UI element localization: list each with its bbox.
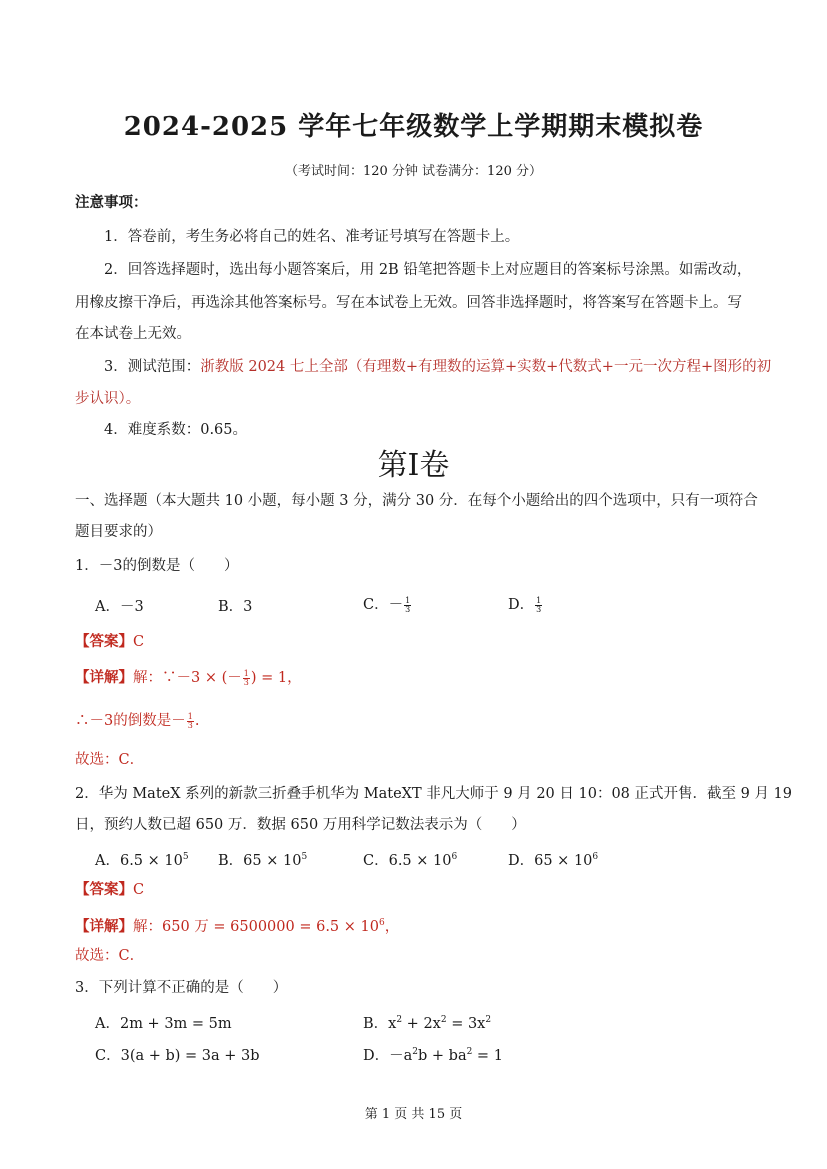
answer-value: C [133,882,145,898]
q1-option-b: B．3 [218,599,253,615]
question-3-stem: 3．下列计算不正确的是（ ） [75,980,288,996]
part-1-heading-line-1: 一、选择题（本大题共 10 小题，每小题 3 分，满分 30 分．在每个小题给出的四个选项中，只有一项符合 [75,493,758,509]
q3-option-a: A．2m + 3m = 5m [95,1016,232,1032]
notice-item-4: 4．难度系数：0.65。 [104,422,248,438]
q1-option-c [363,593,412,614]
q2-answer [75,880,144,900]
exam-info: （考试时间：120 分钟 试卷满分：120 分） [284,164,543,179]
notice-item-2-line-3: 在本试卷上无效。 [75,326,191,342]
fraction-one-third: $\frac{1}{3}$ [405,595,411,614]
part-1-heading-line-2: 题目要求的） [75,524,162,540]
detail-label: 【详解】 [75,669,133,686]
notice-item-3 [104,357,771,377]
detail-label: 【详解】 [75,917,133,935]
q1-option-d [508,593,543,614]
q1-option-c-label: C．－ [363,597,404,613]
q2-option-b: B．$65 \times 10^5$ [218,852,308,869]
q2-option-c: C．$6.5 \times 10^6$ [363,852,458,869]
section-title: 第I卷 [377,448,450,483]
q3-option-c: C．3(a + b) = 3a + 3b [95,1048,260,1064]
q2-choose: 故选：C． [75,948,145,964]
test-scope-line-2: 步认识）。 [75,391,141,407]
q2-detail: 【详解】解：650 万 = $6500000 = 6.5 \times 10^6$， [75,917,400,935]
fraction-one-third: $\frac{1}{3}$ [243,668,249,687]
q1-option-d-label: D． [508,597,535,613]
notice-item-2-line-2: 用橡皮擦干净后，再选涂其他答案标号。写在本试卷上无效。回答非选择题时，将答案写在答题卡上。写 [75,295,742,311]
test-scope: 浙教版 2024 七上全部（有理数+有理数的运算+实数+代数式+一元一次方程+图形的初 [200,359,772,375]
q1-detail: 【详解】解：∵－3 × (－ $\frac{1}{3}$ ) = 1， [75,668,302,687]
answer-label: 【答案】 [75,633,133,650]
q1-answer [75,632,144,652]
notice-item-2-line-1: 2．回答选择题时，选出每小题答案后，用 2B 铅笔把答题卡上对应题目的答案标号涂黑。如需改动， [104,262,752,278]
question-2-stem-line-1: 2．华为 MateX 系列的新款三折叠手机华为 MateXT 非凡大师于 9 月 20 日 10：08 正式开售．截至 9 月 19 [75,786,793,802]
q1-therefore: ∴－3的倒数是－ $\frac{1}{3}$ . [75,711,200,730]
fraction-one-third: $\frac{1}{3}$ [187,711,193,730]
question-1-stem: 1．－3的倒数是（ ） [75,558,239,574]
page-title: 2024-2025 学年七年级数学上学期期末模拟卷 [123,112,704,142]
answer-label: 【答案】 [75,881,133,898]
q3-option-d: D．$-a^2b + ba^2 = 1$ [363,1047,503,1064]
q1-choose: 故选：C． [75,752,145,768]
notice-heading: 注意事项： [75,194,148,211]
q2-option-d: D．$65 \times 10^6$ [508,852,599,869]
q1-option-a: A．－3 [95,599,144,615]
page-footer: 第 1 页 共 15 页 [364,1107,463,1122]
answer-value: C [133,634,145,650]
notice-item-1: 1．答卷前，考生务必将自己的姓名、准考证号填写在答题卡上。 [104,229,520,245]
q2-option-a: A．$6.5 \times 10^5$ [95,852,189,869]
notice-item-3-prefix: 3．测试范围： [104,359,201,375]
fraction-one-third: $\frac{1}{3}$ [536,595,542,614]
q3-option-b: B．$x^2 + 2x^2 = 3x^2$ [363,1015,492,1032]
question-2-stem-line-2: 日，预约人数已超 650 万．数据 650 万用科学记数法表示为（ ） [75,817,526,833]
